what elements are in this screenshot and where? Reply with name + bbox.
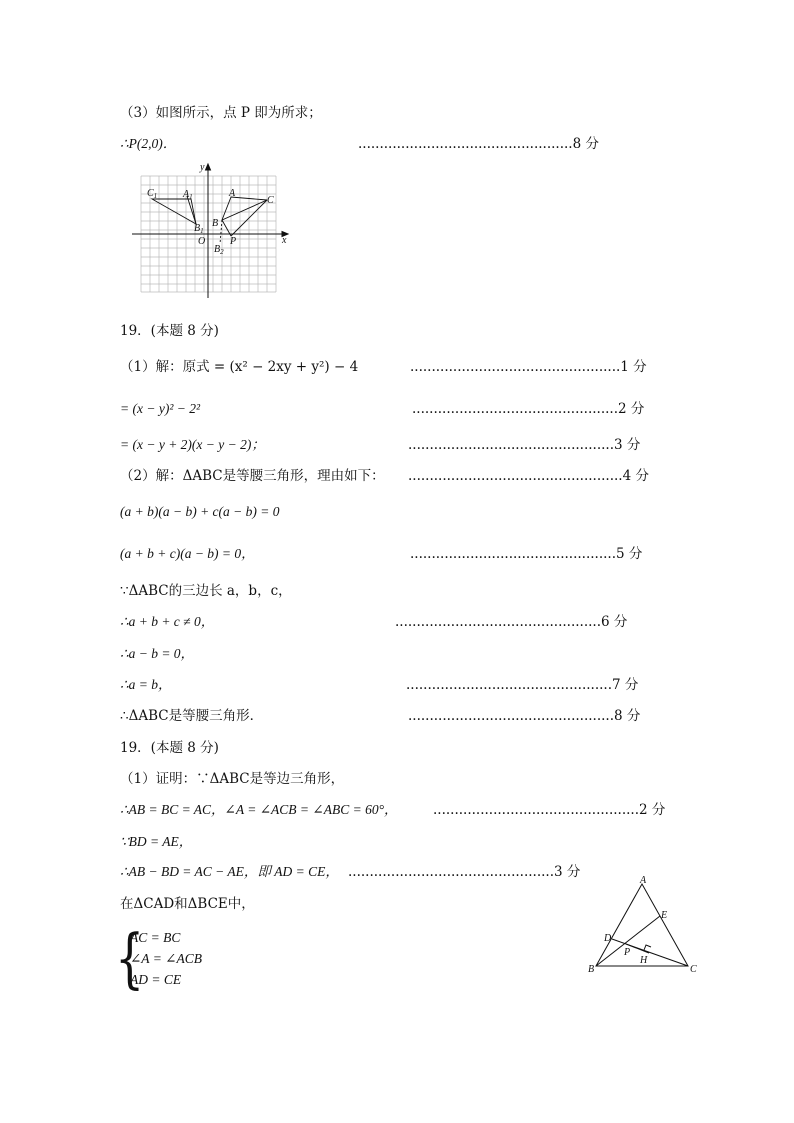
equation-2: (a + b + c)(a − b) = 0， (120, 546, 255, 561)
triangles-compare: 在ΔCAD和ΔBCE中， (120, 896, 255, 912)
point-a1-label: $A_1$ (183, 189, 193, 201)
step-diff-zero: ∴a − b = 0， (120, 646, 195, 661)
proof-start: （1）证明：∵ΔABC是等边三角形， (120, 771, 345, 787)
point-p-label: P (230, 236, 237, 247)
axes (132, 164, 288, 298)
problem-19-heading: 19．(本题 8 分) (120, 323, 219, 339)
conclusion-isosceles: ∴ΔABC是等腰三角形． (120, 708, 264, 724)
score-line: ................................................7 分 (406, 677, 639, 693)
score-line: ................................................6 分 (395, 614, 628, 630)
score-line: ................................................8 分 (408, 708, 641, 724)
point-c1-label: $C_1$ (147, 188, 158, 200)
step-nonzero: ∴a + b + c ≠ 0， (120, 614, 215, 629)
answer-p: ∴P(2,0)． (120, 136, 177, 151)
point-h-label: H (640, 955, 648, 966)
coordinate-grid-figure (128, 158, 294, 302)
score-line: ................................................3 分 (408, 437, 641, 453)
point-b2-label: $B_2$ (214, 244, 224, 256)
point-b-label: B (212, 218, 219, 229)
condition-2: ∠A = ∠ACB (130, 951, 202, 966)
point-d-label: D (604, 933, 612, 944)
vertex-c-label: C (690, 964, 697, 975)
step-2: = (x − y)² − 2² (120, 401, 201, 416)
x-axis-label: x (282, 235, 287, 246)
proof-step-2: ∴AB − BD = AC − AE，即 AD = CE， (120, 864, 339, 879)
score-line: ..................................................8 分 (358, 136, 599, 152)
proof-step-1: ∴AB = BC = AC，∠A = ∠ACB = ∠ABC = 60°， (120, 802, 398, 817)
point-e-label: E (661, 910, 668, 921)
reason-sides: ∵ΔABC的三边长 a，b，c， (120, 583, 292, 599)
score-line: ................................................2 分 (412, 401, 645, 417)
part2-statement: （2）解：ΔABC是等腰三角形，理由如下： (120, 468, 385, 484)
equilateral-triangle-figure (584, 874, 704, 978)
part3-statement: （3）如图所示，点 P 即为所求； (120, 105, 322, 121)
problem-19-heading-2: 19．(本题 8 分) (120, 740, 219, 756)
point-b1-label: $B_1$ (194, 223, 204, 235)
score-line: ..................................................4 分 (408, 468, 649, 484)
origin-label: O (198, 236, 206, 247)
system-brace: { (115, 920, 145, 996)
y-axis-label: y (200, 162, 205, 173)
step-a-equals-b: ∴a = b， (120, 677, 172, 692)
condition-3: AD = CE (130, 972, 182, 987)
point-c-label: C (267, 195, 274, 206)
step-1: （1）解：原式 = (x² − 2xy + y²) − 4 (120, 359, 359, 375)
score-line: .................................................1 分 (410, 359, 647, 375)
score-line: ................................................5 分 (410, 546, 643, 562)
equation-1: (a + b)(a − b) + c(a − b) = 0 (120, 504, 280, 519)
vertex-a-label: A (640, 875, 647, 886)
vertex-b-label: B (588, 964, 595, 975)
score-line: ................................................3 分 (348, 864, 581, 880)
step-3: = (x − y + 2)(x − y − 2)； (120, 437, 265, 452)
proof-given: ∵BD = AE， (120, 834, 193, 849)
condition-1: AC = BC (130, 930, 181, 945)
point-p-label: P (624, 947, 631, 958)
point-a-label: A (229, 188, 236, 199)
score-line: ................................................2 分 (433, 802, 666, 818)
